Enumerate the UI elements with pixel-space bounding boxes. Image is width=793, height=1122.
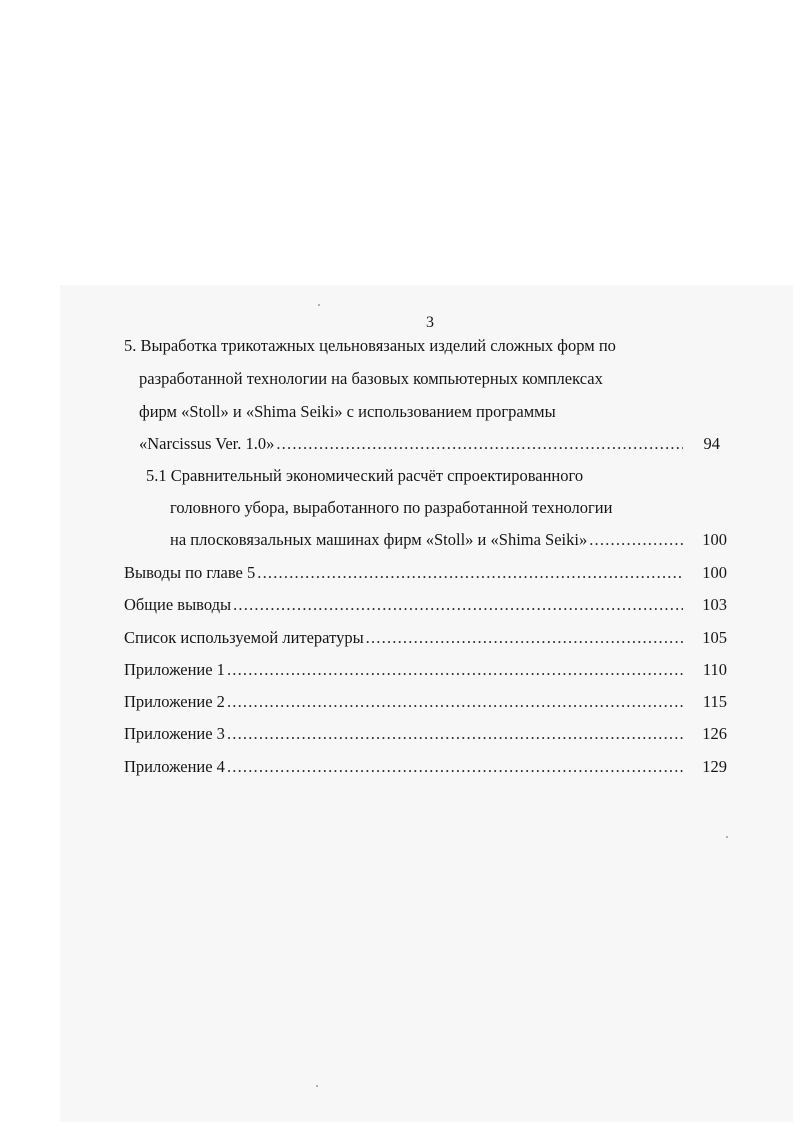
scan-speck <box>316 1085 318 1087</box>
dot-leader <box>233 595 683 615</box>
toc-entry-label: Приложение 3 <box>124 724 225 743</box>
toc-entry <box>124 660 685 680</box>
toc-entry-page: 110 <box>702 660 727 679</box>
dot-leader <box>227 724 683 744</box>
toc-entry <box>124 595 685 615</box>
dot-leader <box>227 660 683 680</box>
dot-leader <box>257 563 683 583</box>
toc-entry <box>124 628 685 648</box>
toc-section5-page: 94 <box>703 434 720 453</box>
toc-section5-1-line3: на плосковязальных машинах фирм «Stoll» и «Shima Seiki» <box>170 530 588 549</box>
toc-section5-last-line <box>139 434 685 454</box>
toc-entry-page: 100 <box>702 563 727 582</box>
toc-entry <box>124 692 685 712</box>
toc-section5-1-page: 100 <box>702 530 727 549</box>
toc-entry <box>124 724 685 744</box>
dot-leader <box>227 757 683 777</box>
dot-leader <box>589 530 683 550</box>
toc-entry-label: Приложение 1 <box>124 660 225 679</box>
toc-entry-label: Выводы по главе 5 <box>124 563 256 582</box>
dot-leader <box>366 628 683 648</box>
toc-section5-line2: разработанной технологии на базовых компьютерных комплексах <box>139 369 603 388</box>
dot-leader <box>227 692 683 712</box>
toc-entry <box>124 563 685 583</box>
page-number: 3 <box>426 314 434 331</box>
toc-entry-label: Общие выводы <box>124 595 232 614</box>
toc-entry-page: 115 <box>702 692 727 711</box>
toc-entry-label: Приложение 2 <box>124 692 225 711</box>
toc-entry-label: Список используемой литературы <box>124 628 364 647</box>
toc-section5-line3: фирм «Stoll» и «Shima Seiki» с использованием программы <box>139 402 556 421</box>
toc-section5-1-last-line <box>170 530 685 550</box>
toc-section5-line1: 5. Выработка трикотажных цельновязаных изделий сложных форм по <box>124 336 616 355</box>
toc-section5-line4: «Narcissus Ver. 1.0» <box>139 434 275 453</box>
toc-entry-page: 129 <box>702 757 727 776</box>
toc-entry-page: 103 <box>702 595 727 614</box>
scan-speck <box>726 836 728 838</box>
toc-entry <box>124 757 685 777</box>
toc-entry-page: 126 <box>702 724 727 743</box>
dot-leader <box>276 434 683 454</box>
toc-section5-1-line1: 5.1 Сравнительный экономический расчёт спроектированного <box>146 466 584 485</box>
toc-entry-page: 105 <box>702 628 727 647</box>
toc-section5-1-line2: головного убора, выработанного по разработанной технологии <box>170 498 613 517</box>
toc-entry-label: Приложение 4 <box>124 757 225 776</box>
scan-speck <box>318 304 320 306</box>
